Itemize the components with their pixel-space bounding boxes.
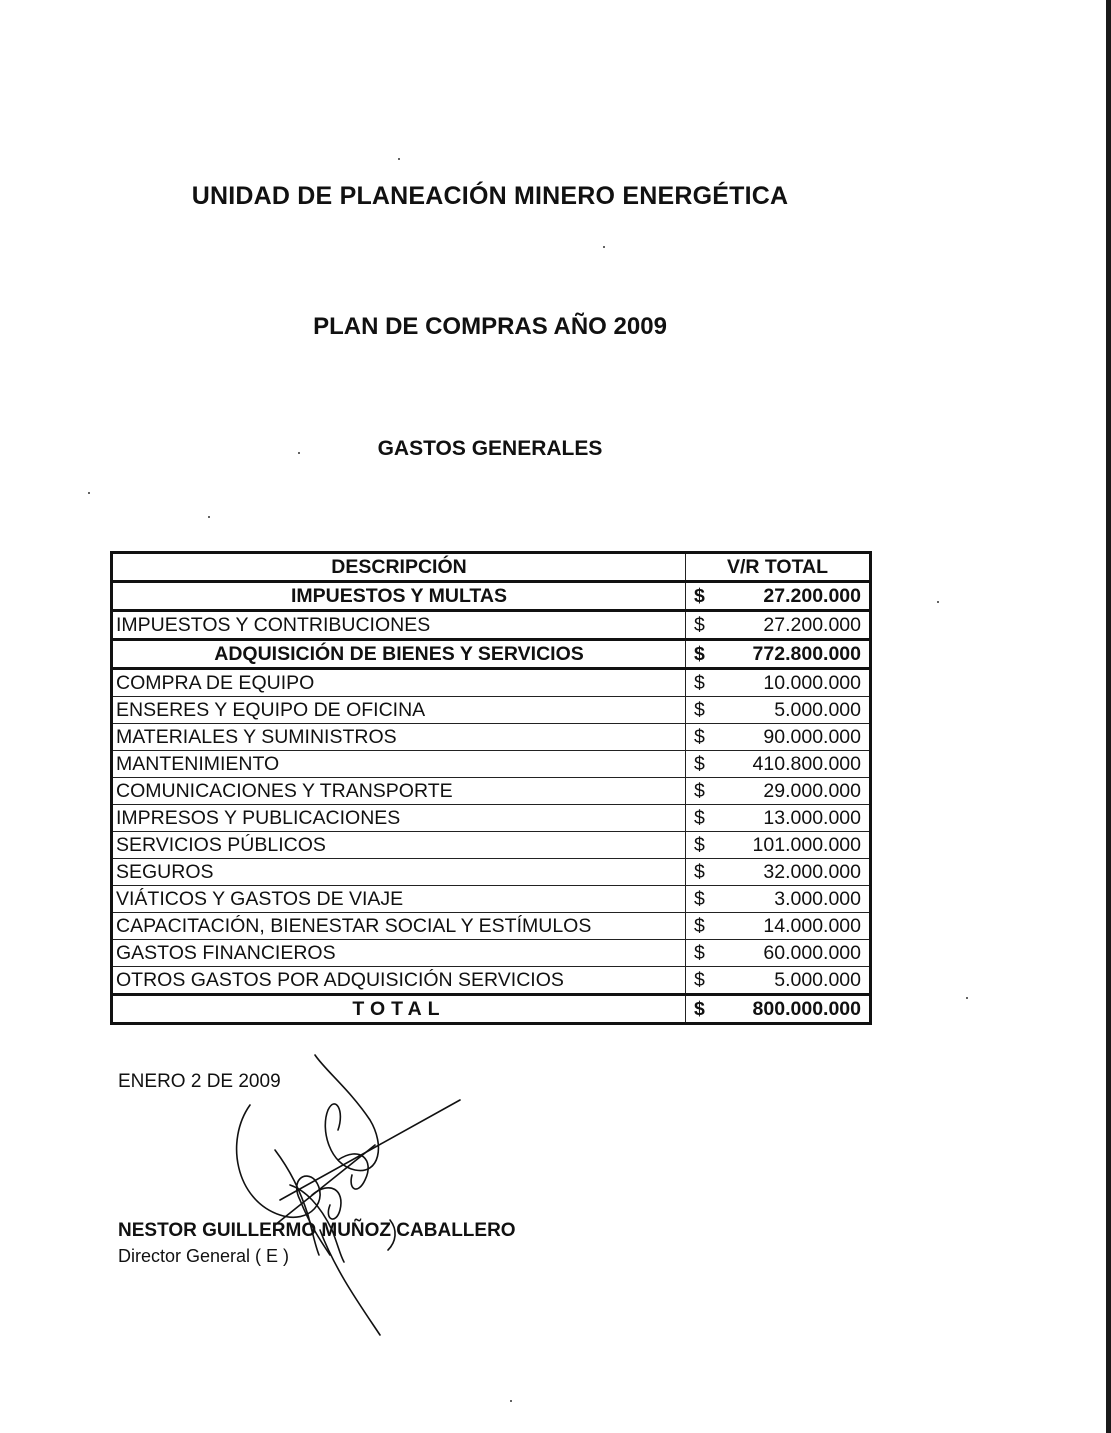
budget-table: [110, 551, 872, 1025]
currency-symbol: $: [686, 724, 718, 751]
signer-role: Director General ( E ): [118, 1246, 290, 1266]
group-row-impuestos-y-multas: [112, 582, 871, 611]
currency-symbol: $: [686, 995, 718, 1024]
scan-edge: [1106, 0, 1111, 1433]
row-description: SEGUROS: [112, 859, 686, 886]
total-label: TOTAL: [112, 995, 686, 1024]
table-row-mantenimiento: [112, 751, 871, 778]
row-description: IMPUESTOS Y MULTAS: [112, 582, 686, 611]
table-row-impuestos-y-contribuciones: [112, 611, 871, 640]
row-description: IMPUESTOS Y CONTRIBUCIONES: [112, 611, 686, 640]
row-description: VIÁTICOS Y GASTOS DE VIAJE: [112, 886, 686, 913]
row-description: COMPRA DE EQUIPO: [112, 669, 686, 697]
row-value: 27.200.000: [717, 582, 871, 611]
row-description: GASTOS FINANCIEROS: [112, 940, 686, 967]
table-row-comunicaciones-y-transporte: [112, 778, 871, 805]
row-description: CAPACITACIÓN, BIENESTAR SOCIAL Y ESTÍMULOS: [112, 913, 686, 940]
document-date: ENERO 2 DE 2009: [118, 1071, 281, 1092]
row-description: ENSERES Y EQUIPO DE OFICINA: [112, 697, 686, 724]
scan-speck: [208, 516, 210, 518]
row-value: 3.000.000: [717, 886, 871, 913]
table-row-capacitacion-bienestar-social-y-estimulos: [112, 913, 871, 940]
currency-symbol: $: [686, 582, 718, 611]
column-header-total: V/R TOTAL: [686, 553, 871, 582]
row-description: MATERIALES Y SUMINISTROS: [112, 724, 686, 751]
currency-symbol: $: [686, 940, 718, 967]
table-row-impresos-y-publicaciones: [112, 805, 871, 832]
currency-symbol: $: [686, 967, 718, 995]
row-value: 10.000.000: [717, 669, 871, 697]
signer-name: NESTOR GUILLERMO MUÑOZ CABALLERO: [118, 1220, 516, 1241]
row-value: 5.000.000: [717, 697, 871, 724]
currency-symbol: $: [686, 640, 718, 669]
row-value: 29.000.000: [717, 778, 871, 805]
currency-symbol: $: [686, 832, 718, 859]
currency-symbol: $: [686, 913, 718, 940]
table-row-gastos-financieros: [112, 940, 871, 967]
row-description: ADQUISICIÓN DE BIENES Y SERVICIOS: [112, 640, 686, 669]
row-description: MANTENIMIENTO: [112, 751, 686, 778]
column-header-description: DESCRIPCIÓN: [112, 553, 686, 582]
row-description: OTROS GASTOS POR ADQUISICIÓN SERVICIOS: [112, 967, 686, 995]
table-row-materiales-y-suministros: [112, 724, 871, 751]
scan-speck: [510, 1400, 512, 1402]
scan-speck: [966, 997, 968, 999]
table-row-seguros: [112, 859, 871, 886]
row-value: 27.200.000: [717, 611, 871, 640]
currency-symbol: $: [686, 669, 718, 697]
group-row-adquisicion-de-bienes-y-servicios: [112, 640, 871, 669]
plan-title: PLAN DE COMPRAS AÑO 2009: [313, 313, 667, 340]
row-description: COMUNICACIONES Y TRANSPORTE: [112, 778, 686, 805]
table-row-servicios-publicos: [112, 832, 871, 859]
scan-speck: [298, 452, 300, 454]
row-description: SERVICIOS PÚBLICOS: [112, 832, 686, 859]
total-value: 800.000.000: [717, 995, 871, 1024]
table-header-row: [112, 553, 871, 582]
scan-speck: [603, 246, 605, 248]
currency-symbol: $: [686, 805, 718, 832]
table-row-viaticos-y-gastos-de-viaje: [112, 886, 871, 913]
table-row-enseres-y-equipo-de-oficina: [112, 697, 871, 724]
row-value: 14.000.000: [717, 913, 871, 940]
currency-symbol: $: [686, 778, 718, 805]
row-description: IMPRESOS Y PUBLICACIONES: [112, 805, 686, 832]
currency-symbol: $: [686, 611, 718, 640]
row-value: 410.800.000: [717, 751, 871, 778]
table-row-otros-gastos-por-adquisicion-servicios: [112, 967, 871, 995]
currency-symbol: $: [686, 697, 718, 724]
row-value: 13.000.000: [717, 805, 871, 832]
currency-symbol: $: [686, 751, 718, 778]
currency-symbol: $: [686, 886, 718, 913]
total-row: [112, 995, 871, 1024]
row-value: 90.000.000: [717, 724, 871, 751]
section-title: GASTOS GENERALES: [377, 437, 603, 460]
row-value: 60.000.000: [717, 940, 871, 967]
currency-symbol: $: [686, 859, 718, 886]
scan-speck: [88, 492, 90, 494]
scan-speck: [937, 601, 939, 603]
organization-title: UNIDAD DE PLANEACIÓN MINERO ENERGÉTICA: [191, 182, 789, 210]
scan-speck: [398, 158, 400, 160]
handwritten-signature: [220, 1050, 490, 1340]
row-value: 772.800.000: [717, 640, 871, 669]
row-value: 32.000.000: [717, 859, 871, 886]
row-value: 101.000.000: [717, 832, 871, 859]
row-value: 5.000.000: [717, 967, 871, 995]
table-row-compra-de-equipo: [112, 669, 871, 697]
